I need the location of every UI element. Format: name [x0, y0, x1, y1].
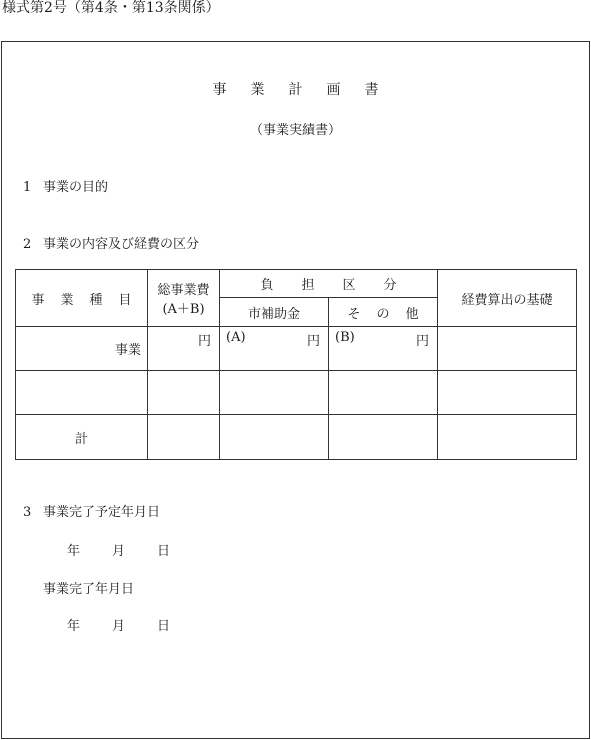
cell-other[interactable] [329, 371, 438, 415]
cell-project-type[interactable] [16, 371, 148, 415]
cell-cost-basis[interactable] [438, 371, 577, 415]
cell-city-subsidy[interactable] [220, 371, 329, 415]
cell-city-subsidy[interactable] [220, 327, 329, 371]
section-2-heading [23, 233, 199, 252]
section-number: 2 [23, 237, 32, 252]
cell-total-cost[interactable] [148, 327, 220, 371]
section-label: 事業の目的 [43, 180, 109, 195]
month-label: 月 [112, 619, 126, 634]
form-number: 様式第2号（第4条・第13条関係） [2, 0, 220, 16]
cell-other[interactable] [329, 327, 438, 371]
header-other: そ の 他 [329, 298, 438, 327]
title-char: 業 [250, 82, 265, 98]
cell-total-cost[interactable] [148, 415, 220, 460]
total-label: 計 [16, 415, 148, 460]
title-char: 画 [326, 82, 341, 98]
section-number: 3 [23, 505, 32, 520]
header-total-cost: 総事業費 (A＋B) [148, 270, 220, 327]
day-label: 日 [157, 619, 171, 634]
header-cost-basis: 経費算出の基礎 [438, 270, 577, 327]
completion-date-heading: 事業完了年月日 [43, 582, 135, 597]
table-header-row [16, 270, 577, 298]
cell-other[interactable] [329, 415, 438, 460]
cell-cost-basis[interactable] [438, 415, 577, 460]
table-row [16, 371, 577, 415]
table-row [16, 327, 577, 371]
yen-unit: 円 [197, 334, 211, 349]
letter-b: (B) [335, 330, 355, 345]
title-char: 書 [364, 82, 379, 98]
document-subtitle: （事業実績書） [249, 123, 341, 138]
year-label: 年 [67, 544, 81, 559]
section-1-heading [23, 176, 108, 195]
cell-total-cost[interactable] [148, 371, 220, 415]
section-label: 事業完了予定年月日 [43, 505, 161, 520]
planned-date-line[interactable] [67, 540, 202, 559]
section-3-heading [23, 501, 160, 520]
table-total-row [16, 415, 577, 460]
completion-date-line[interactable] [67, 615, 202, 634]
cell-city-subsidy[interactable] [220, 415, 329, 460]
yen-unit: 円 [306, 334, 320, 349]
day-label: 日 [157, 544, 171, 559]
yen-unit: 円 [415, 334, 429, 349]
section-number: 1 [23, 180, 32, 195]
section-label: 事業の内容及び経費の区分 [43, 237, 200, 252]
header-burden-division: 負 担 区 分 [220, 270, 438, 298]
year-label: 年 [67, 619, 81, 634]
title-char: 事 [212, 82, 227, 98]
document-title [0, 79, 591, 99]
cell-cost-basis[interactable] [438, 327, 577, 371]
budget-table [15, 269, 577, 460]
row-project-label: 事業 [16, 327, 148, 371]
header-city-subsidy: 市補助金 [220, 298, 329, 327]
header-project-type: 事 業 種 目 [16, 270, 148, 327]
month-label: 月 [112, 544, 126, 559]
letter-a: (A) [226, 330, 246, 345]
title-char: 計 [288, 82, 303, 98]
